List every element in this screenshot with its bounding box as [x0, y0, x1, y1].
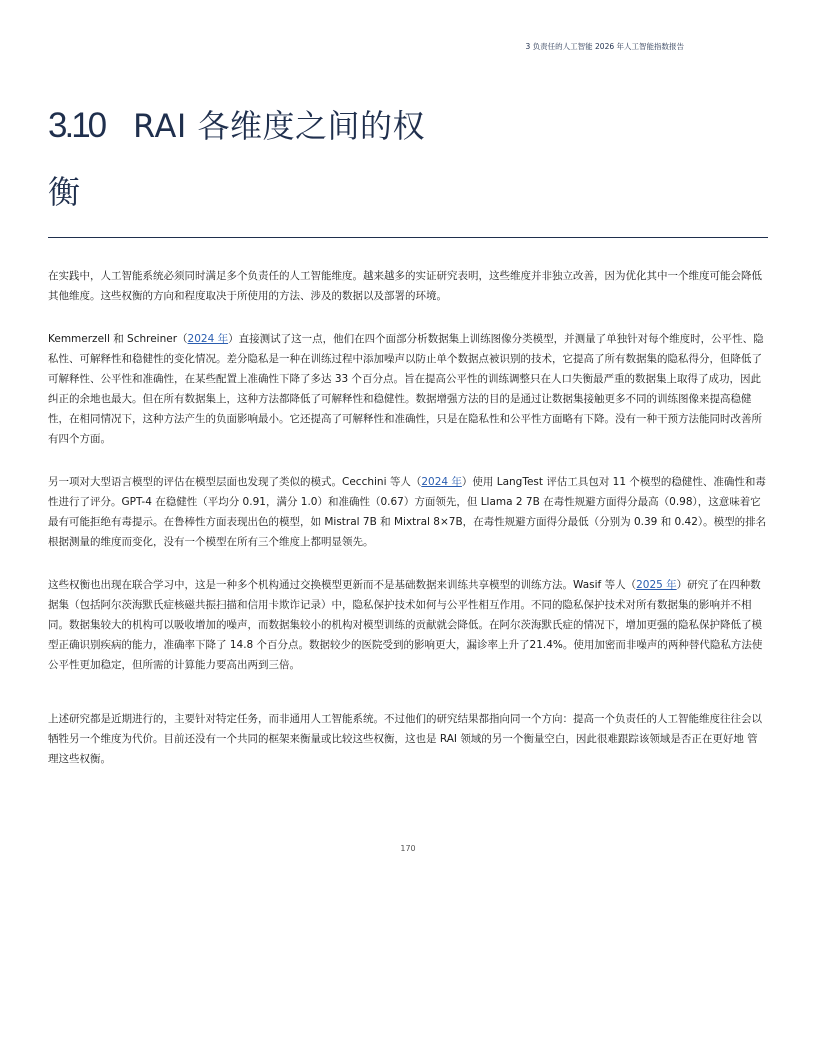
paragraph-kemmerzell — [48, 329, 768, 449]
paragraph-text: 这些权衡也出现在联合学习中，这是一种多个机构通过交换模型更新而不是基础数据来训练共享模型的训练方法。Wasif 等人（ — [48, 579, 637, 591]
paragraph-cecchini — [48, 472, 768, 552]
section-number: 3.10 — [48, 106, 105, 145]
section-title-continued: 衡 — [48, 173, 81, 211]
paragraph-intro: 在实践中，人工智能系统必须同时满足多个负责任的人工智能维度。越来越多的实证研究表明，这些维度并非独立改善，因为优化其中一个维度可能会降低其他维度。这些权衡的方向和程度取决于所使用的方法、涉及的数据以及部署的环境。 — [48, 270, 762, 302]
paragraph-text: ）使用 LangTest 评估工具包对 11 个模型的稳健性、准确性和毒性进行了评分。GPT-4 在稳健性（平均分 0.91，满分 1.0）和准确性（0.67）方面领先，但 Llama 2 7B 在毒性规避方面得分最高（0.98），这意味着它最有可能拒绝有毒提示。在鲁棒性方面表现出色的模型，如 Mistral 7B 和 Mixtral 8×7B，在毒性规避方面得分最低（分别为 0.39 和 0.42）。模型的排名根据测量的维度而变化，没有一个模型在所有三个维度上都明显领先。 — [48, 476, 767, 548]
body-text — [48, 266, 768, 792]
citation-link-kemmerzell[interactable]: 2024 年 — [187, 333, 229, 345]
paragraph-conclusion: 上述研究都是近期进行的，主要针对特定任务，而非通用人工智能系统。不过他们的研究结果都指向同一个方向：提高一个负责任的人工智能维度往往会以牺牲另一个维度为代价。目前还没有一个共同的框架来衡量或比较这些权衡，这也是 RAI 领域的另一个衡量空白，因此很难跟踪该领域是否正在更好地 管理这些权衡。 — [48, 713, 762, 765]
citation-link-wasif[interactable]: 2025 年 — [636, 579, 677, 591]
paragraph-wasif — [48, 575, 768, 675]
page-number: 170 — [400, 844, 416, 853]
section-title: RAI 各维度之间的权 — [133, 107, 425, 145]
running-header: 3 负责任的人工智能 2026 年人工智能指数报告 — [525, 42, 684, 51]
paragraph-text: 另一项对大型语言模型的评估在模型层面也发现了类似的模式。Cecchini 等人（ — [48, 476, 422, 488]
paragraph-text: ）直接测试了这一点，他们在四个面部分析数据集上训练图像分类模型，并测量了单独针对每个维度时，公平性、隐私性、可解释性和稳健性的变化情况。差分隐私是一种在训练过程中添加噪声以防止单个数据点被识别的技术，它提高了所有数据集的隐私得分，但降低了可解释性、公平性和准确性，在某些配置上准确性下降了多达 33 个百分点。旨在提高公平性的训练调整只在人口失衡最严重的数据集上取得了成功，因此纠正的余地也最大。但在所有数据集上，这种方法都降低了可解释性和稳健性。数据增强方法的目的是通过让数据集接触更多不同的训练图像来提高稳健性，在相同情况下，这种方法产生的负面影响最小。它还提高了可解释性和准确性，只是在隐私性和公平性方面略有下降。没有一种干预方法能同时改善所有四个方面。 — [48, 333, 764, 445]
paragraph-text: Kemmerzell 和 Schreiner（ — [48, 333, 188, 345]
heading-divider — [48, 237, 768, 238]
citation-link-cecchini[interactable]: 2024 年 — [421, 476, 462, 488]
paragraph-text: ）研究了在四种数据集（包括阿尔茨海默氏症核磁共振扫描和信用卡欺诈记录）中，隐私保护技术如何与公平性相互作用。不同的隐私保护技术对所有数据集的影响并不相同。数据集较大的机构可以吸收增加的噪声，而数据集较小的机构对模型训练的贡献就会降低。在阿尔茨海默氏症的情况下，增加更强的隐私保护降低了模型正确识别疾病的能力，准确率下降了 14.8 个百分点。数据较少的医院受到的影响更大，漏诊率上升了21.4%。使用加密而非噪声的两种替代隐私方法使公平性更加稳定，但所需的计算能力要高出两到三倍。 — [48, 579, 763, 671]
